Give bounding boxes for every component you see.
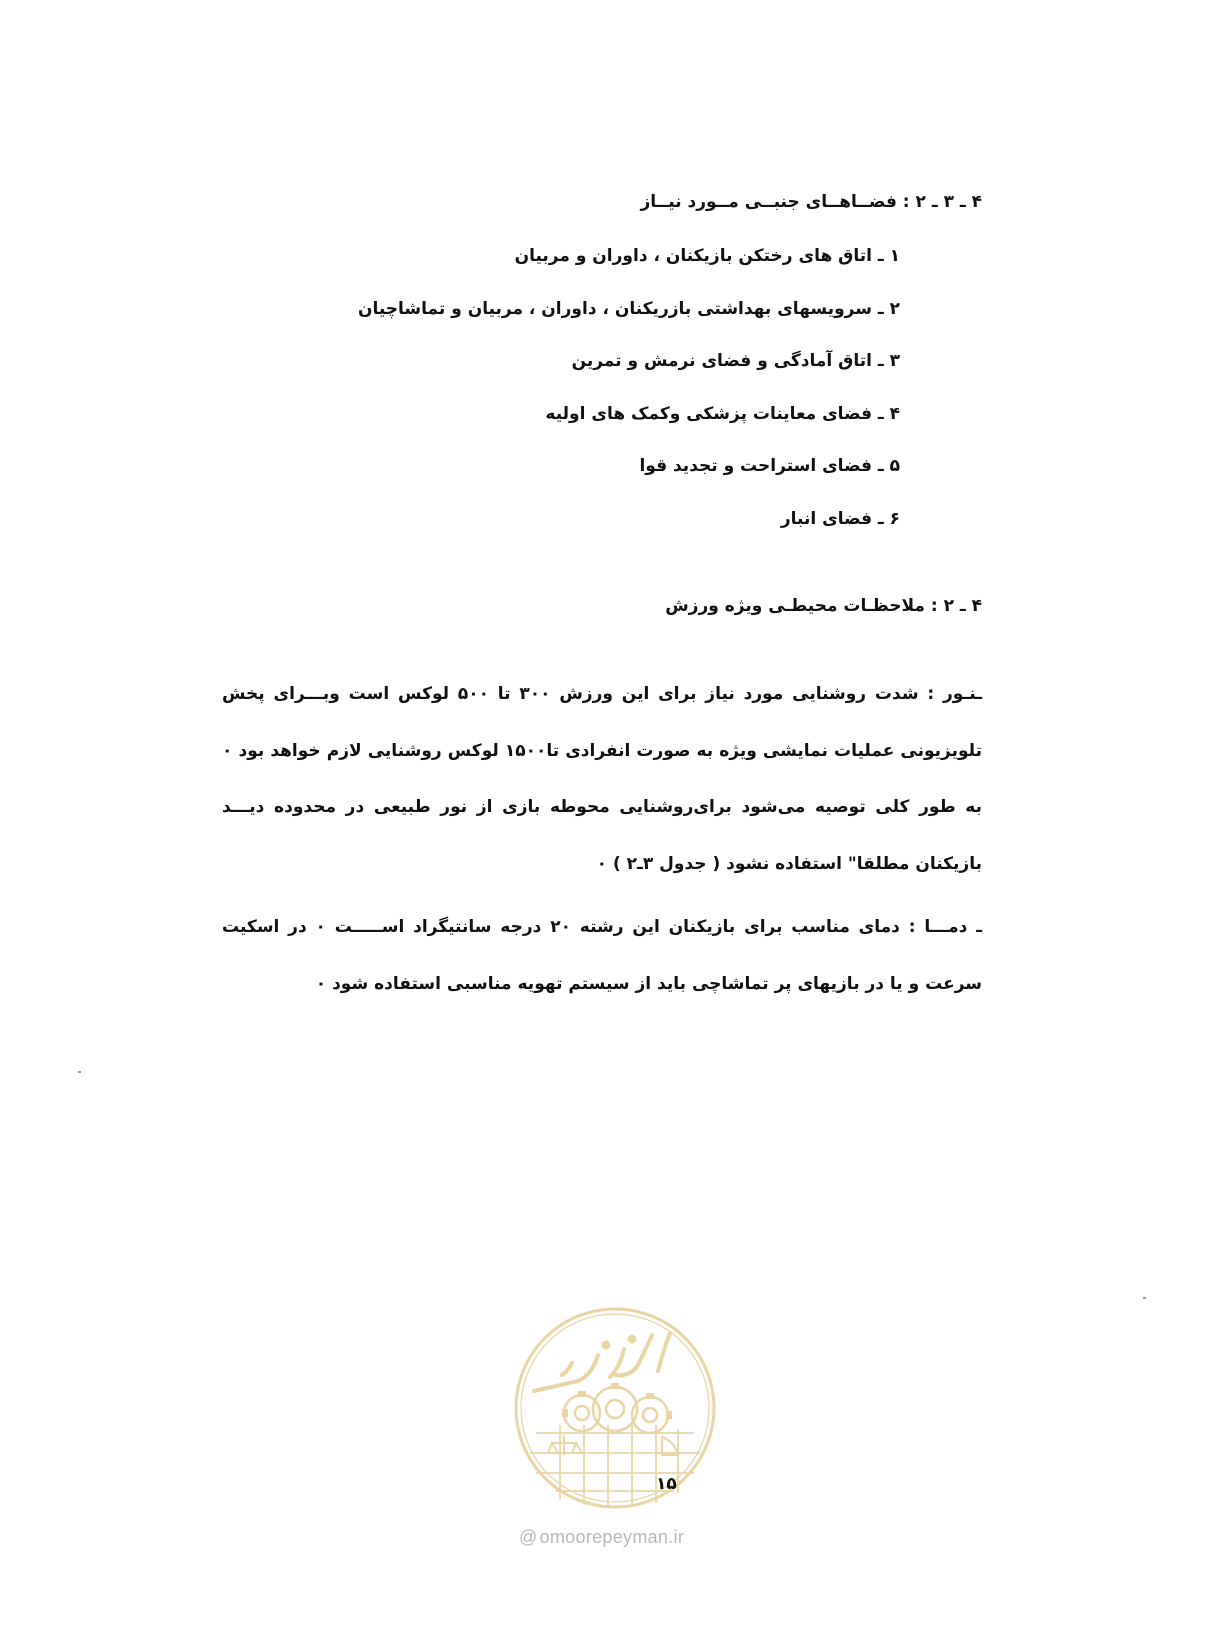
watermark-logo bbox=[512, 1305, 718, 1511]
paragraph-lead-temperature: ـ دمـــا : bbox=[908, 917, 982, 937]
list-item: ۲ ـ سرویسهای بهداشتی بازریکنان ، داوران ، مربیان و تماشاچیان bbox=[357, 298, 900, 319]
list-item: ۳ ـ اتاق آمادگی و فضای نرمش و تمرین bbox=[571, 351, 900, 372]
paragraph-temperature bbox=[222, 899, 982, 1012]
paragraph-text-temperature: دمای مناسب برای بازیکنان این رشته ۲۰ درجه سانتیگراد اســـــت ۰ در اسکیت سرعت و یا در بازیهای پر تماشاچی باید از سیستم تهویه مناسبی استفاده شود ۰ bbox=[222, 917, 982, 994]
list-item: ۵ ـ فضای استراحت و تجدید قوا bbox=[639, 456, 900, 477]
watermark-url bbox=[519, 1527, 684, 1548]
page-number: ۱۵ bbox=[656, 1474, 677, 1494]
list-item: ۴ ـ فضای معاینات پزشکی وکمک های اولیه bbox=[545, 403, 900, 424]
paragraph-lead-lighting: ـنـور : bbox=[927, 684, 983, 704]
globe-icon: @ bbox=[519, 1527, 538, 1547]
section-heading-auxiliary-spaces: ۴ ـ ۳ ـ ۲ : فضــاهــای جنبــی مــورد نیــاز bbox=[640, 192, 982, 212]
section-heading-environmental-considerations: ۴ ـ ۲ : ملاحظـات محیطـی ویژه ورزش bbox=[665, 596, 982, 616]
paragraph-text-lighting: شدت روشنایی مورد نیاز برای این ورزش ۳۰۰ تا ۵۰۰ لوکس است وبـــرای پخش تلویزیونی عملیات نمایشی ویژه به صورت انفرادی تا۱۵۰۰ لوکس روشنایی لازم خواهد بود ۰ به طور کلی توصیه می‌شود برای‌روشنایی محوطه بازی از نور طبیعی در محدوده دیـــد بازیکنان مطلقا" استفاده نشود ( جدول ۳ـ۲ ) ۰ bbox=[222, 684, 982, 875]
list-item: ۶ ـ فضای انبار bbox=[780, 508, 900, 529]
auxiliary-spaces-list bbox=[200, 236, 900, 552]
watermark-url-label: omoorepeyman.ir bbox=[539, 1527, 685, 1547]
list-item: ۱ ـ اتاق های رختکن بازیکنان ، داوران و مربیان bbox=[514, 246, 900, 266]
scan-artifact-dot bbox=[78, 1071, 81, 1073]
paragraph-lighting bbox=[222, 666, 982, 893]
scan-artifact-dot bbox=[1143, 1297, 1146, 1299]
